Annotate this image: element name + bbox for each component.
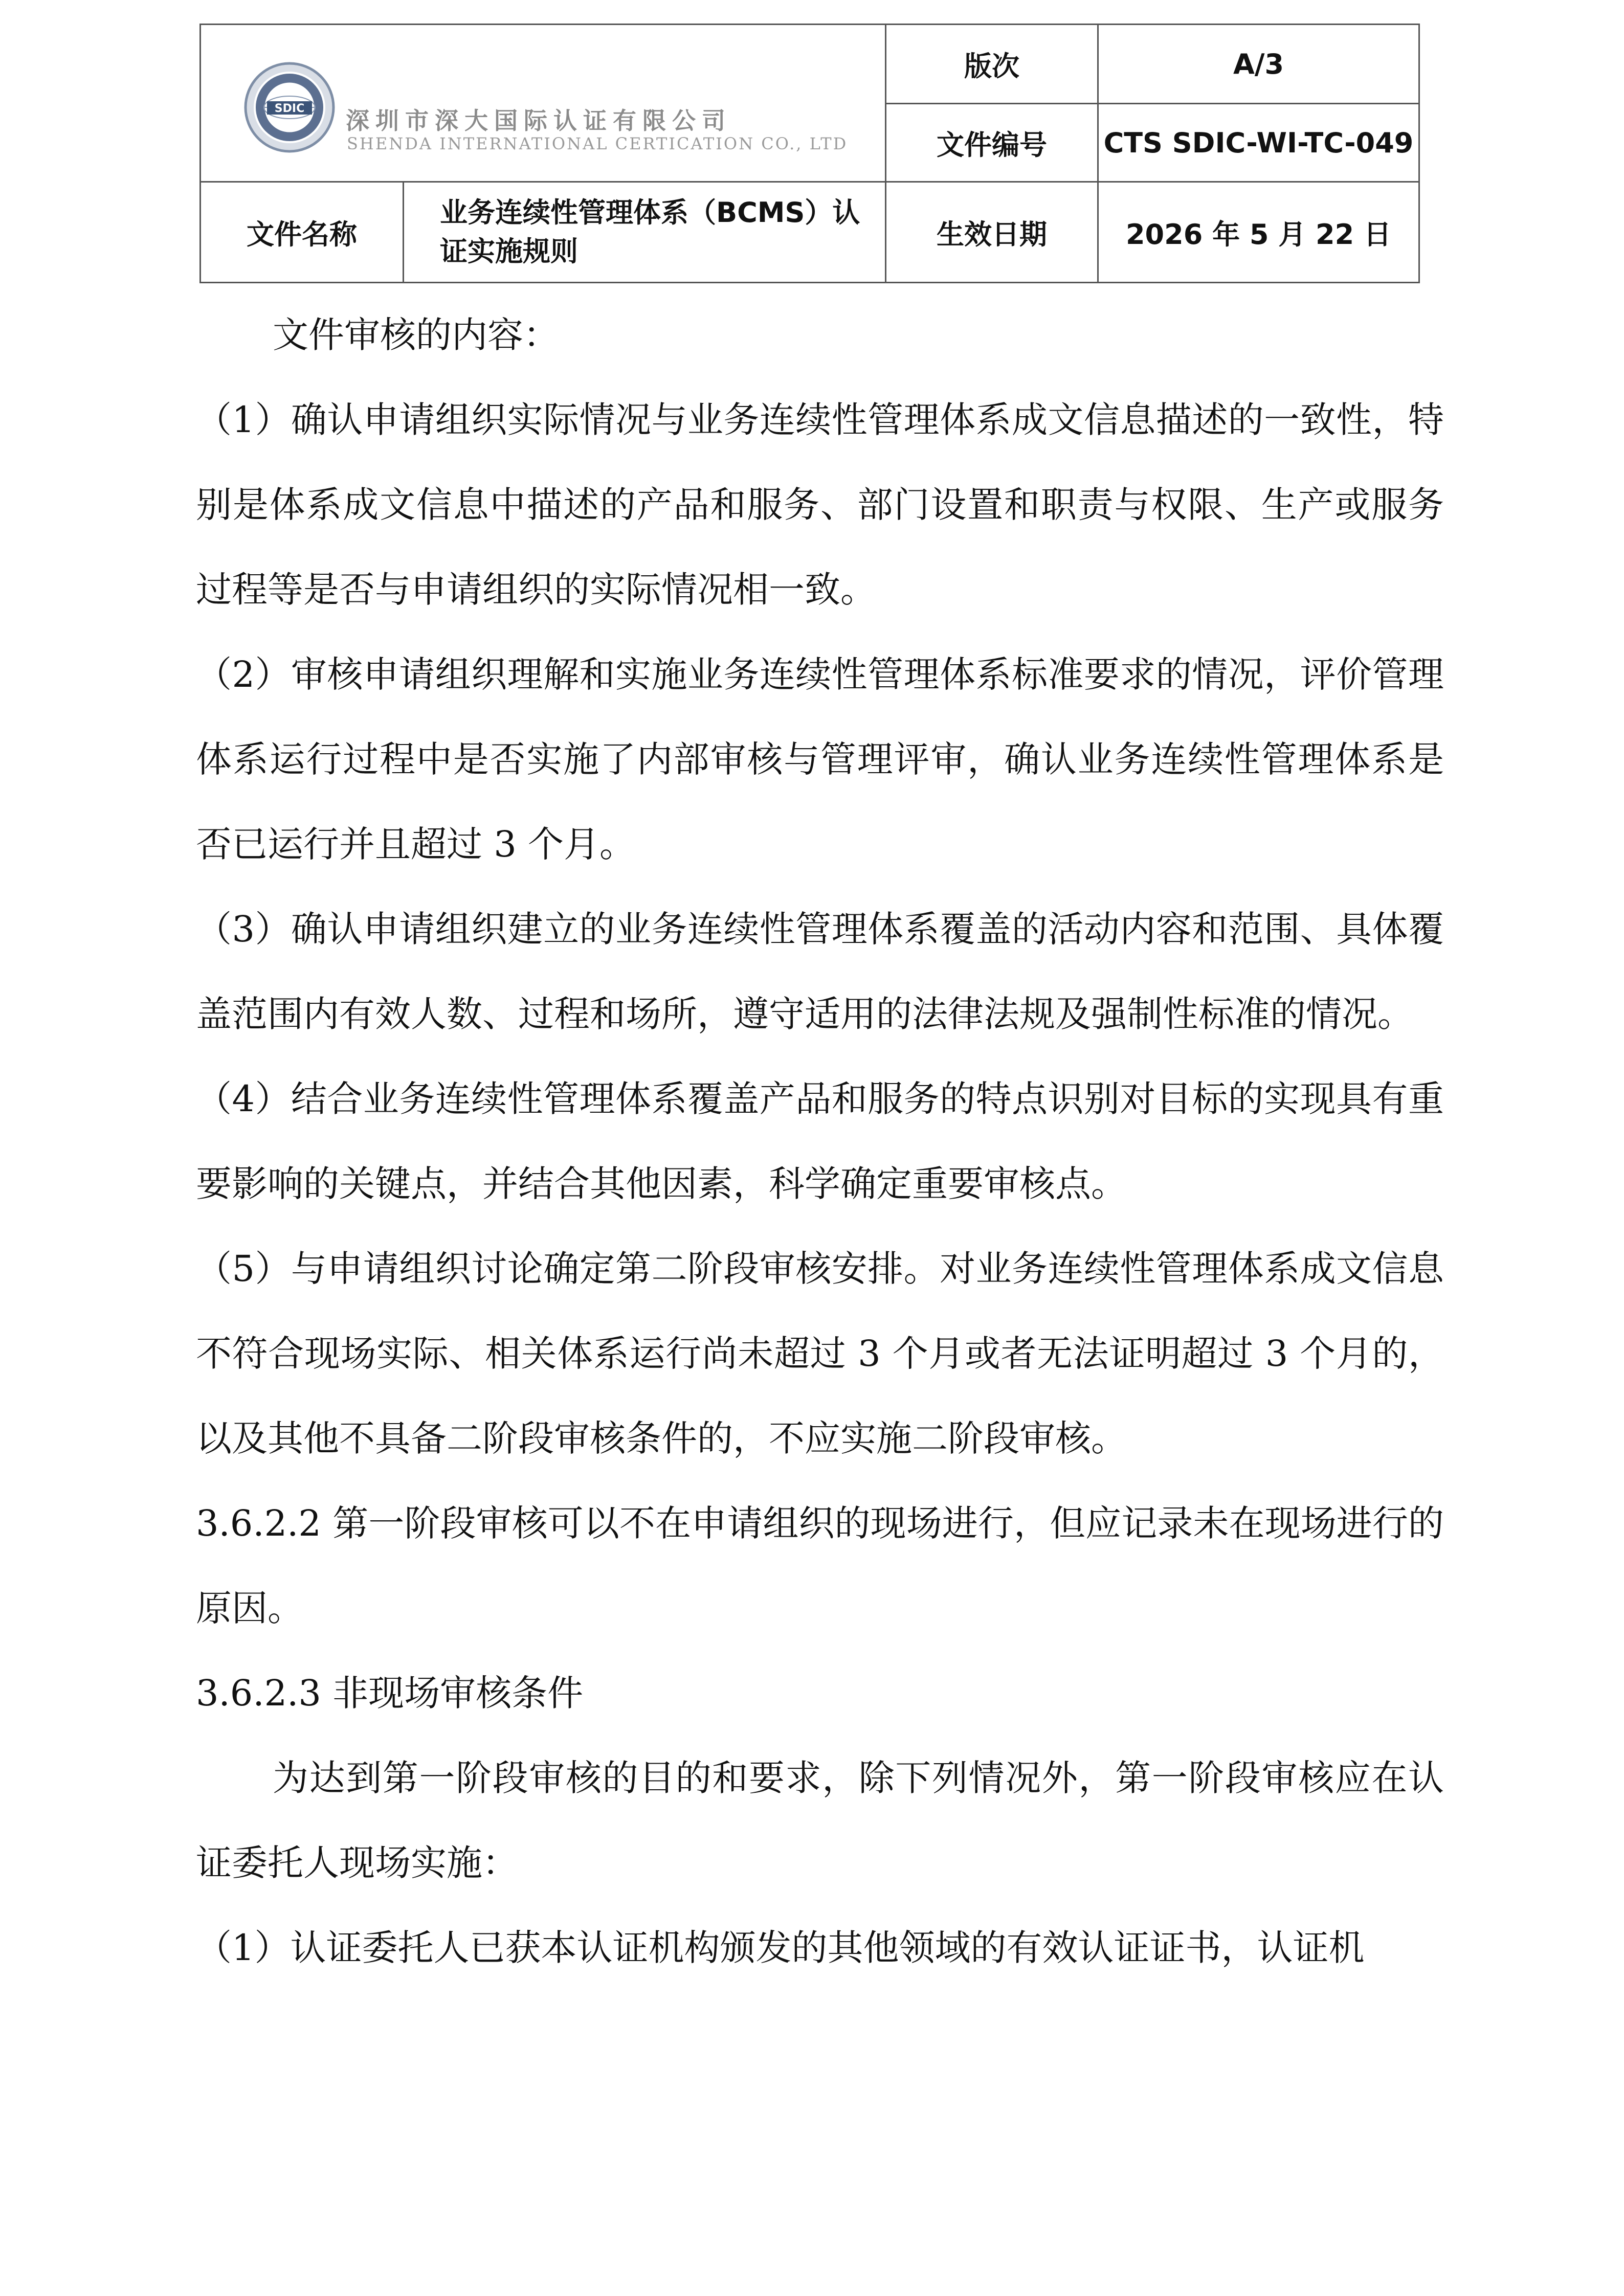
- seal-label: SDIC: [274, 102, 305, 115]
- table-border-right: [1418, 24, 1420, 283]
- doc-name-value: 业务连续性管理体系（BCMS）认证实施规则: [440, 196, 860, 267]
- paragraph-condition-1: （1）认证委托人已获本认证机构颁发的其他领域的有效认证证书，认证机: [196, 1927, 1365, 1969]
- paragraph-item-5: （5）与申请组织讨论确定第二阶段审核安排。对业务连续性管理体系成文信息不符合现场实际、相关体系运行尚未超过 3 个月或者无法证明超过 3 个月的，以及其他不具备二阶段审核条件的，不应实施二阶段审核。: [196, 1248, 1444, 1459]
- version-label: 版次: [964, 50, 1019, 82]
- company-seal-icon: [243, 61, 336, 153]
- effective-date-value: 2026 年 5 月 22 日: [1125, 218, 1391, 251]
- docno-value: CTS SDIC-WI-TC-049: [1103, 126, 1414, 159]
- docno-label: 文件编号: [937, 128, 1047, 161]
- company-logo: [243, 56, 848, 179]
- document-header-table: [199, 24, 1420, 283]
- effective-date-label: 生效日期: [937, 218, 1047, 251]
- paragraph-intro: 文件审核的内容：: [273, 314, 559, 356]
- paragraph-item-2: （2）审核申请组织理解和实施业务连续性管理体系标准要求的情况，评价管理体系运行过程中是否实施了内部审核与管理评审，确认业务连续性管理体系是否已运行并且超过 3 个月。: [196, 654, 1444, 865]
- version-value: A/3: [1233, 48, 1284, 80]
- company-name-en: SHENDA INTERNATIONAL CERTICATION CO., LTD: [347, 134, 848, 153]
- doc-name-label: 文件名称: [247, 218, 357, 251]
- paragraph-item-4: （4）结合业务连续性管理体系覆盖产品和服务的特点识别对目标的实现具有重要影响的关键点，并结合其他因素，科学确定重要审核点。: [196, 1078, 1444, 1205]
- table-border-bottom: [199, 282, 1420, 283]
- paragraph-item-1: （1）确认申请组织实际情况与业务连续性管理体系成文信息描述的一致性，特别是体系成文信息中描述的产品和服务、部门设置和职责与权限、生产或服务过程等是否与申请组织的实际情况相一致。: [196, 399, 1444, 611]
- document-body: [196, 292, 1444, 1990]
- paragraph-offsite-conditions: 为达到第一阶段审核的目的和要求，除下列情况外，第一阶段审核应在认证委托人现场实施：: [196, 1757, 1444, 1884]
- company-name-cn: 深圳市深大国际认证有限公司: [346, 107, 731, 134]
- table-col-divider-left: [403, 181, 404, 283]
- paragraph-clause-3623: 3.6.2.3 非现场审核条件: [196, 1672, 584, 1714]
- paragraph-clause-3622: 3.6.2.2 第一阶段审核可以不在申请组织的现场进行，但应记录未在现场进行的原因。: [196, 1502, 1444, 1629]
- paragraph-item-3: （3）确认申请组织建立的业务连续性管理体系覆盖的活动内容和范围、具体覆盖范围内有效人数、过程和场所，遵守适用的法律法规及强制性标准的情况。: [196, 908, 1444, 1035]
